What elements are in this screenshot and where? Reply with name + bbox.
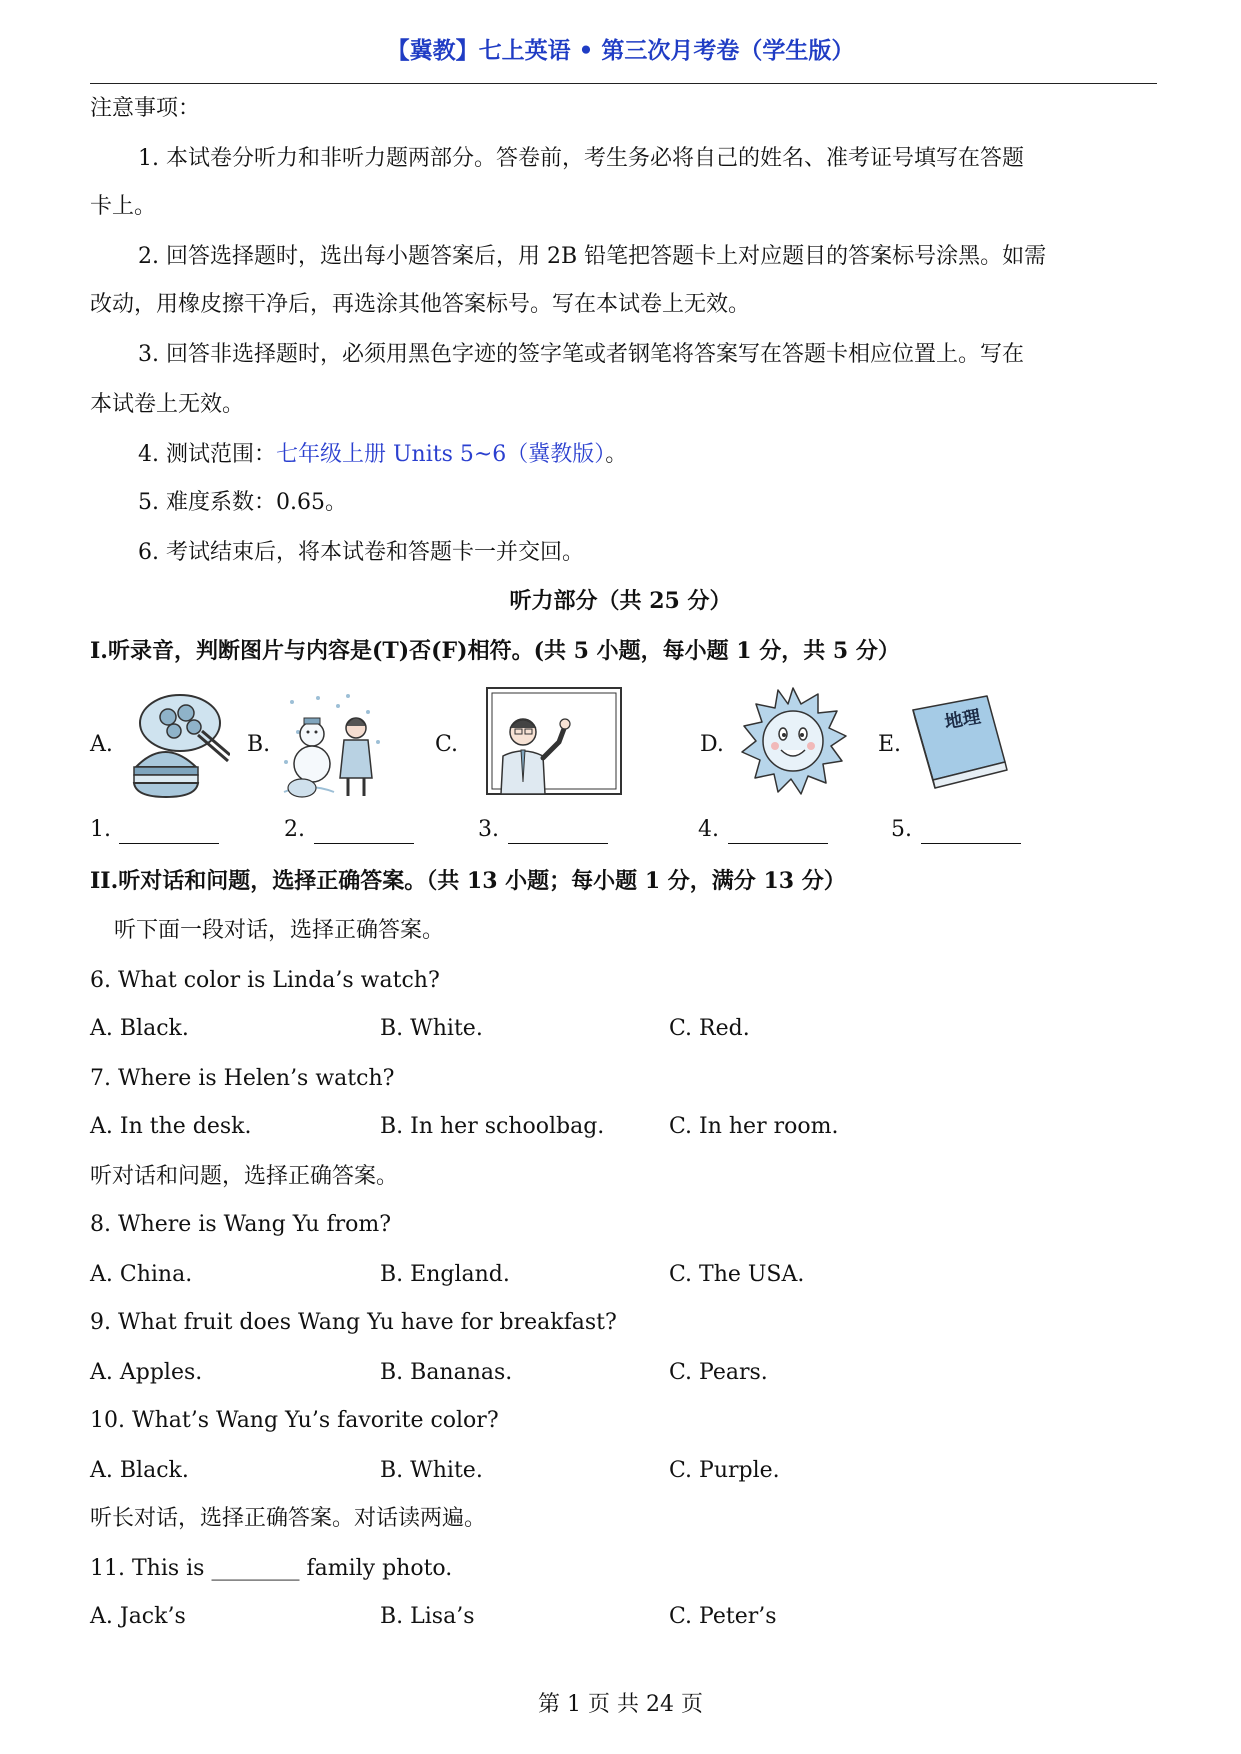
q8-option-a[interactable]: A. China. — [90, 1262, 193, 1287]
q6-option-c[interactable]: C. Red. — [669, 1016, 750, 1041]
snow-play-icon — [278, 692, 388, 804]
note-5: 5. 难度系数：0.65。 — [138, 490, 347, 515]
question-7: 7. Where is Helen’s watch? — [90, 1066, 395, 1091]
sun-icon — [738, 686, 848, 796]
listening-section-title: 听力部分（共 25 分） — [509, 588, 732, 614]
q7-option-c[interactable]: C. In her room. — [669, 1114, 839, 1139]
page-number: 第 1 页 共 24 页 — [538, 1692, 703, 1717]
q11-option-a[interactable]: A. Jack’s — [90, 1604, 186, 1629]
note-4 — [138, 440, 627, 470]
q9-option-a[interactable]: A. Apples. — [90, 1360, 203, 1385]
q7-option-a[interactable]: A. In the desk. — [90, 1114, 252, 1139]
picture-label-d: D. — [700, 732, 724, 757]
note-4-prefix: 4. 测试范围： — [138, 442, 276, 467]
note-3-line-1: 3. 回答非选择题时，必须用黑色字迹的签字笔或者钢笔将答案写在答题卡相应位置上。写在 — [138, 342, 1024, 367]
q6-option-a[interactable]: A. Black. — [90, 1016, 189, 1041]
geography-book-icon — [905, 692, 1015, 792]
book-title-text: 地理 — [943, 706, 983, 734]
section-2-intro-1: 听下面一段对话，选择正确答案。 — [114, 918, 445, 943]
question-11: 11. This is ________ family photo. — [90, 1556, 453, 1581]
test-scope: 七年级上册 Units 5~6（冀教版） — [275, 442, 606, 467]
blank-label-4: 4. — [698, 817, 719, 842]
q10-option-a[interactable]: A. Black. — [90, 1458, 189, 1483]
picture-label-c: C. — [435, 732, 459, 757]
answer-blank-3[interactable] — [508, 843, 608, 844]
note-2-line-1: 2. 回答选择题时，选出每小题答案后，用 2B 铅笔把答题卡上对应题目的答案标号涂黑。如需 — [138, 244, 1047, 269]
section-2-intro-2: 听对话和问题，选择正确答案。 — [90, 1164, 399, 1189]
note-4-suffix: 。 — [605, 442, 628, 467]
note-1-line-1: 1. 本试卷分听力和非听力题两部分。答卷前，考生务必将自己的姓名、准考证号填写在答题 — [138, 146, 1024, 171]
section-2-title: II.听对话和问题，选择正确答案。（共 13 小题；每小题 1 分，满分 13 分） — [90, 868, 846, 894]
picture-label-b: B. — [247, 732, 271, 757]
answer-blank-2[interactable] — [314, 843, 414, 844]
q11-option-c[interactable]: C. Peter’s — [669, 1604, 777, 1629]
question-10: 10. What’s Wang Yu’s favorite color? — [90, 1408, 499, 1433]
note-1-line-2: 卡上。 — [90, 194, 157, 219]
question-8: 8. Where is Wang Yu from? — [90, 1212, 392, 1237]
notes-heading: 注意事项： — [90, 96, 201, 121]
q9-option-c[interactable]: C. Pears. — [669, 1360, 768, 1385]
answer-blank-1[interactable] — [119, 843, 219, 844]
q6-option-b[interactable]: B. White. — [380, 1016, 483, 1041]
teacher-icon — [485, 686, 625, 798]
q11-option-b[interactable]: B. Lisa’s — [380, 1604, 475, 1629]
q10-option-b[interactable]: B. White. — [380, 1458, 483, 1483]
q10-option-c[interactable]: C. Purple. — [669, 1458, 780, 1483]
q8-option-c[interactable]: C. The USA. — [669, 1262, 805, 1287]
picture-label-e: E. — [878, 732, 902, 757]
food-icon — [120, 685, 230, 805]
note-3-line-2: 本试卷上无效。 — [90, 392, 245, 417]
section-1-title: I.听录音，判断图片与内容是(T)否(F)相符。(共 5 小题，每小题 1 分，共 5 分） — [90, 638, 900, 664]
q7-option-b[interactable]: B. In her schoolbag. — [380, 1114, 605, 1139]
page-title: 【冀教】七上英语 • 第三次月考卷（学生版） — [386, 38, 855, 64]
header-divider — [90, 83, 1157, 84]
question-9: 9. What fruit does Wang Yu have for breakfast? — [90, 1310, 617, 1335]
note-2-line-2: 改动，用橡皮擦干净后，再选涂其他答案标号。写在本试卷上无效。 — [90, 292, 751, 317]
q8-option-b[interactable]: B. England. — [380, 1262, 510, 1287]
blank-label-5: 5. — [891, 817, 912, 842]
picture-label-a: A. — [90, 732, 113, 757]
section-2-intro-3: 听长对话，选择正确答案。对话读两遍。 — [90, 1506, 487, 1531]
blank-label-2: 2. — [284, 817, 305, 842]
blank-label-3: 3. — [478, 817, 499, 842]
note-6: 6. 考试结束后，将本试卷和答题卡一并交回。 — [138, 540, 584, 565]
answer-blank-4[interactable] — [728, 843, 828, 844]
question-6: 6. What color is Linda’s watch? — [90, 968, 440, 993]
blank-label-1: 1. — [90, 817, 111, 842]
q9-option-b[interactable]: B. Bananas. — [380, 1360, 513, 1385]
answer-blank-5[interactable] — [921, 843, 1021, 844]
